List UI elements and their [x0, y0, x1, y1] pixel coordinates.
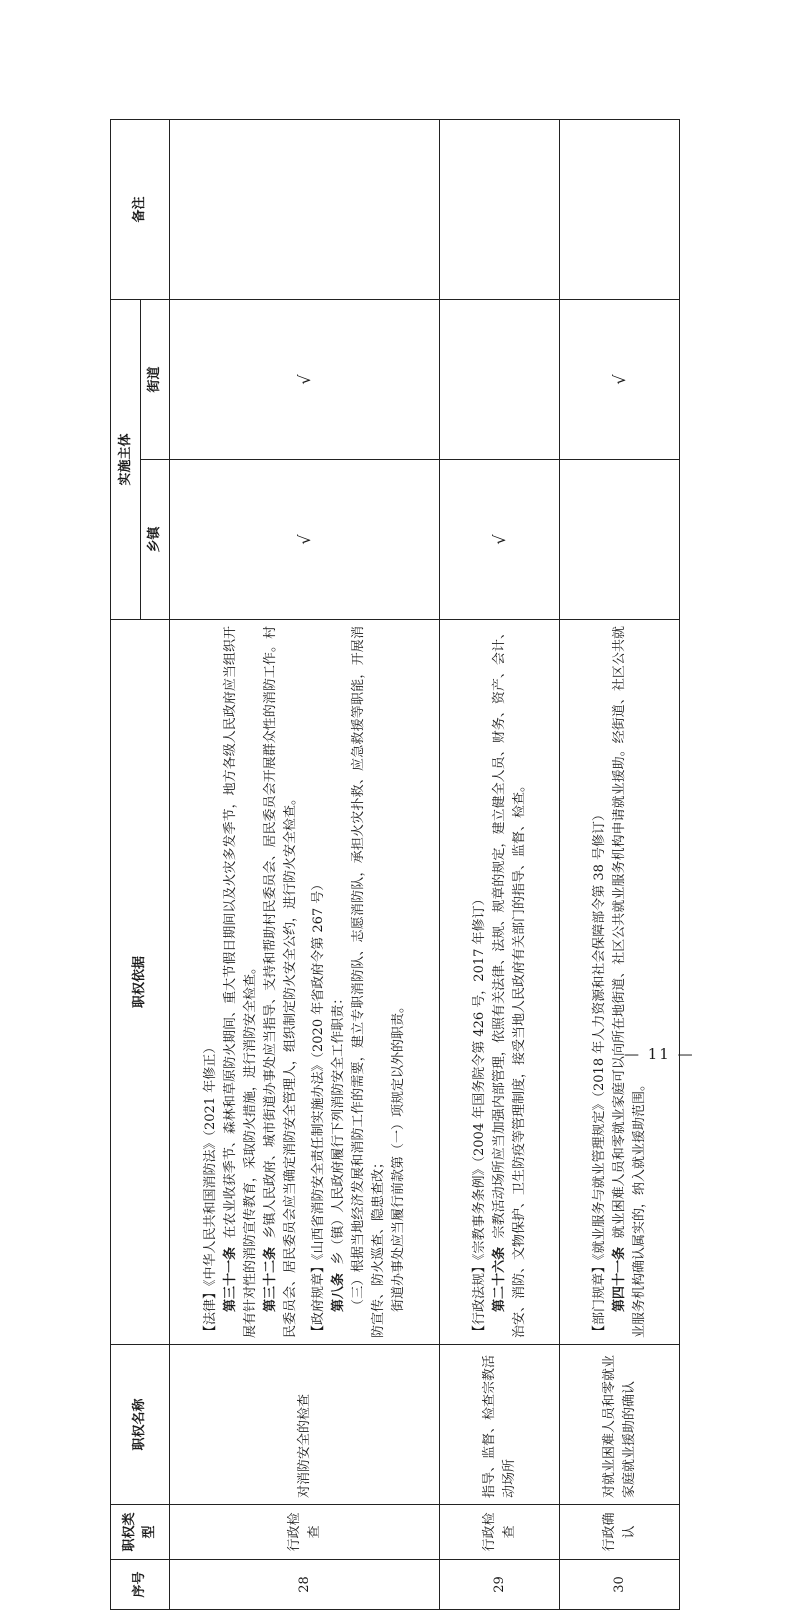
row-name: 对消防安全的检查: [170, 1345, 440, 1505]
street-check: √: [170, 299, 440, 459]
row-remark: [440, 119, 560, 299]
street-check: √: [560, 299, 680, 459]
basis-source: 【行政法规】《宗教事务条例》（2004 年国务院令第 426 号，2017 年修订）: [471, 892, 487, 1338]
basis-source: 【政府规章】《山西省消防安全责任制实施办法》（2020 年省政府令第 267 号）: [310, 877, 326, 1338]
basis-source: 【部门规章】《就业服务与就业管理规定》（2018 年人力资源和社会保障部令第 38 号修订）: [591, 807, 607, 1338]
table-row: [440, 119, 560, 1609]
row-seq: 28: [170, 1560, 440, 1610]
basis-source: 【法律】《中华人民共和国消防法》（2021 年修正）: [202, 1040, 218, 1338]
header-street: 街道: [141, 299, 170, 459]
power-list-table: [110, 119, 680, 1610]
row-basis: [170, 620, 440, 1345]
header-subject: 实施主体: [111, 299, 141, 619]
row-seq: 30: [560, 1560, 680, 1610]
basis-article: 第三十一条 在农业收获季节、森林和草原防火期间、重大节假日期间以及火灾多发季节，地方各级人民政府应当组织开展有针对性的消防宣传教育，采取防火措施，进行消防安全检查。: [222, 626, 258, 1338]
table-row: [560, 119, 680, 1609]
town-check: [560, 460, 680, 620]
header-town: 乡镇: [141, 460, 170, 620]
basis-article: 第八条 乡（镇）人民政府履行下列消防安全工作职责：: [330, 991, 346, 1312]
header-remark: 备注: [111, 119, 170, 299]
header-name: 职权名称: [111, 1345, 170, 1505]
basis-article: 第四十一条 就业困难人员和零就业家庭可以向所在地街道、社区公共就业服务机构申请就业援助。经街道、社区公共就业服务机构确认属实的，纳入就业援助范围。: [611, 626, 647, 1338]
header-basis: 职权依据: [111, 620, 170, 1345]
town-check: √: [170, 460, 440, 620]
row-type: 行政检查: [170, 1505, 440, 1560]
row-type: 行政确认: [560, 1505, 680, 1560]
row-remark: [170, 119, 440, 299]
basis-article: 第三十二条 乡镇人民政府、城市街道办事处应当指导、支持和帮助村民委员会、居民委员会开展群众性的消防工作。村民委员会、居民委员会应当确定消防安全管理人，组织制定防火安全公约，进行防火安全检查。: [262, 626, 298, 1338]
table-row: [170, 119, 440, 1609]
row-seq: 29: [440, 1560, 560, 1610]
basis-article: 第二十六条 宗教活动场所应当加强内部管理，依照有关法律、法规、规章的规定，建立健全人员、财务、资产、会计、治安、消防、文物保护、卫生防疫等管理制度，接受当地人民政府有关部门的指导、监督、检查。: [491, 626, 527, 1338]
basis-clause: 街道办事处应当履行前款第（一）项规定以外的职责。: [390, 999, 406, 1312]
row-remark: [560, 119, 680, 299]
row-basis: [440, 620, 560, 1345]
basis-clause: （三）根据当地经济发展和消防工作的需要，建立专职消防队、志愿消防队，承担火灾扑救、应急救援等职能，开展消防宣传、防火巡查、隐患查改；: [350, 626, 386, 1338]
header-seq: 序号: [111, 1560, 170, 1610]
header-type: 职权类型: [111, 1505, 170, 1560]
row-basis: [560, 620, 680, 1345]
row-type: 行政检查: [440, 1505, 560, 1560]
town-check: √: [440, 460, 560, 620]
page-number: — 11 —: [624, 1045, 695, 1063]
rotated-table-wrapper: [110, 120, 675, 1610]
row-name: 对就业困难人员和零就业家庭就业援助的确认: [560, 1345, 680, 1505]
street-check: [440, 299, 560, 459]
row-name: 指导、监督、检查宗教活动场所: [440, 1345, 560, 1505]
